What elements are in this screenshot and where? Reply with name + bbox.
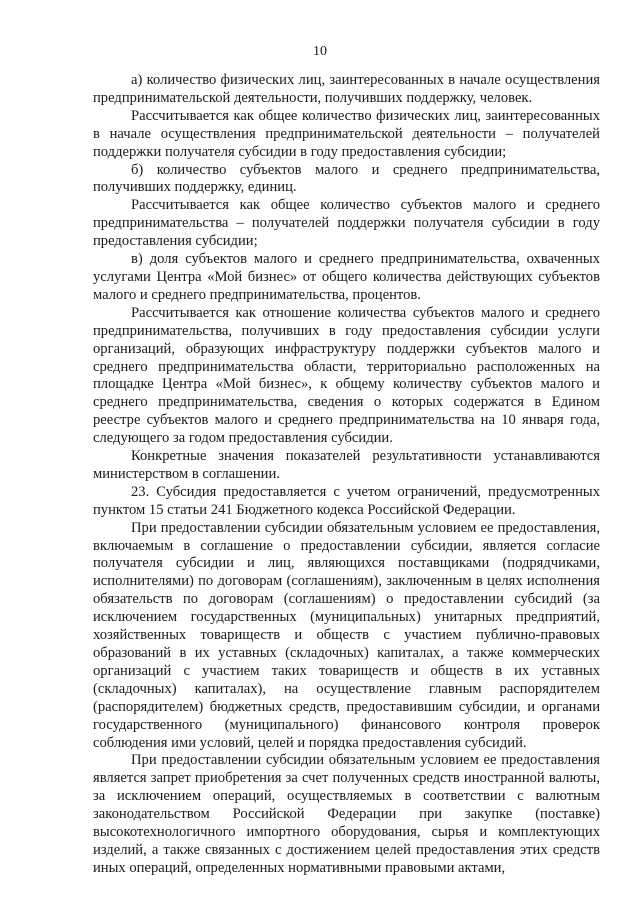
page-number: 10 bbox=[313, 44, 327, 59]
paragraph-indicator-a: а) количество физических лиц, заинтересованных в начале осуществления предпринимательской деятельности, получивших поддержку, человек. bbox=[93, 72, 600, 106]
paragraph-audit-consent: При предоставлении субсидии обязательным условием ее предоставления, включаемым в соглашение о предоставлении субсидии, является согласие получателя субсидии и лиц, являющихся поставщиками (подрядчиками, исполнителями) по договорам (соглашениям), заключенным в целях исполнения обязательств по договорам (соглашениям) о предоставлении субсидий (за исключением государственных (муниципальных) унитарных предприятий, хозяйственных товариществ и обществ с участием публично-правовых образований в их уставных (складочных) капиталах, а также коммерческих организаций с участием таких товариществ и обществ в их уставных (складочных) капиталах), на осуществление главным распорядителем (распорядителем) бюджетных средств, предоставившим субсидии, и органами государственного (муниципального) финансового контроля проверок соблюдения ими условий, целей и порядка предоставления субсидий. bbox=[93, 519, 600, 751]
document-body bbox=[93, 72, 600, 878]
paragraph-calc-c: Рассчитывается как отношение количества субъектов малого и среднего предпринимательства, получивших в году предоставления субсидии услуги организаций, образующих инфраструктуру поддержки субъектов малого и среднего предпринимательства области, территориально расположенных на площадке Центра «Мой бизнес», к общему количеству субъектов малого и среднего предпринимательства, сведения о которых содержатся в Едином реестре субъектов малого и среднего предпринимательства на 10 января года, следующего за годом предоставления субсидии. bbox=[93, 304, 600, 447]
paragraph-indicator-b: б) количество субъектов малого и среднего предпринимательства, получивших поддержку, единиц. bbox=[93, 161, 600, 196]
paragraph-clause-23: 23. Субсидия предоставляется с учетом ограничений, предусмотренных пунктом 15 статьи 241 Бюджетного кодекса Российской Федерации. bbox=[93, 483, 600, 518]
paragraph-indicator-c: в) доля субъектов малого и среднего предпринимательства, охваченных услугами Центра «Мой бизнес» от общего количества действующих субъектов малого и среднего предпринимательства, процентов. bbox=[93, 251, 600, 303]
paragraph-indicator-values: Конкретные значения показателей результативности устанавливаются министерством в соглашении. bbox=[93, 448, 600, 482]
paragraph-calc-b: Рассчитывается как общее количество субъектов малого и среднего предпринимательства – получателей поддержки получателя субсидии в году предоставления субсидии; bbox=[93, 197, 600, 250]
paragraph-currency-ban: При предоставлении субсидии обязательным условием ее предоставления является запрет приобретения за счет полученных средств иностранной валюты, за исключением операций, осуществляемых в соответствии с валютным законодательством Российской Федерации при закупке (поставке) высокотехнологичного импортного оборудования, сырья и комплектующих изделий, а также связанных с достижением целей предоставления этих средств иных операций, определенных нормативными правовыми актами, bbox=[93, 752, 600, 876]
paragraph-calc-a: Рассчитывается как общее количество физических лиц, заинтересованных в начале осуществления предпринимательской деятельности – получателей поддержки получателя субсидии в году предоставления субсидии; bbox=[93, 107, 600, 160]
